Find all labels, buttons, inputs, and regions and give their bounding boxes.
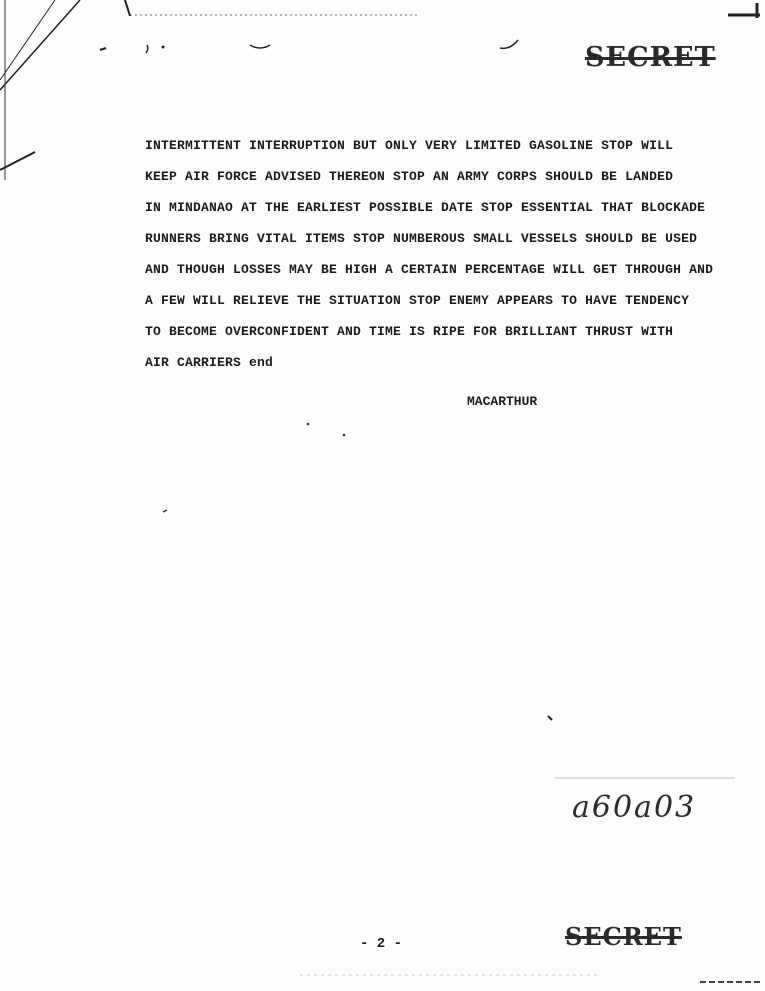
scan-speck: [163, 510, 167, 512]
scan-speck: [343, 434, 346, 437]
scan-speck: [500, 40, 518, 48]
message-line: AND THOUGH LOSSES MAY BE HIGH A CERTAIN PERCENTAGE WILL GET THROUGH AND: [145, 262, 714, 277]
scan-edge-line: [125, 0, 130, 16]
message-line: RUNNERS BRING VITAL ITEMS STOP NUMBEROUS SMALL VESSELS SHOULD BE USED: [145, 231, 698, 246]
message-line: TO BECOME OVERCONFIDENT AND TIME IS RIPE FOR BRILLIANT THRUST WITH: [145, 324, 674, 339]
scan-edge-line: [0, 0, 80, 90]
classification-stamp-top: SECRET: [585, 42, 716, 73]
message-body: [145, 130, 714, 378]
signature: MACARTHUR: [467, 394, 538, 409]
classification-stamp-bottom: SECRET: [565, 922, 682, 951]
scan-speck: [307, 423, 310, 426]
scan-edge-line: [0, 0, 55, 80]
page-number: - 2 -: [360, 936, 403, 952]
message-line: IN MINDANAO AT THE EARLIEST POSSIBLE DATE STOP ESSENTIAL THAT BLOCKADE: [145, 200, 706, 215]
handwritten-code: a60a03: [572, 790, 697, 825]
scan-speck: [250, 45, 270, 48]
scan-speck: [100, 48, 106, 50]
scan-speck: [146, 45, 148, 53]
scan-speck: [162, 46, 165, 49]
message-line: A FEW WILL RELIEVE THE SITUATION STOP ENEMY APPEARS TO HAVE TENDENCY: [145, 293, 690, 308]
message-line: AIR CARRIERS end: [145, 355, 274, 370]
message-line: KEEP AIR FORCE ADVISED THEREON STOP AN ARMY CORPS SHOULD BE LANDED: [145, 169, 674, 184]
message-line: INTERMITTENT INTERRUPTION BUT ONLY VERY LIMITED GASOLINE STOP WILL: [145, 138, 674, 153]
scan-edge-line: [0, 152, 35, 170]
scan-speck: [548, 716, 552, 720]
